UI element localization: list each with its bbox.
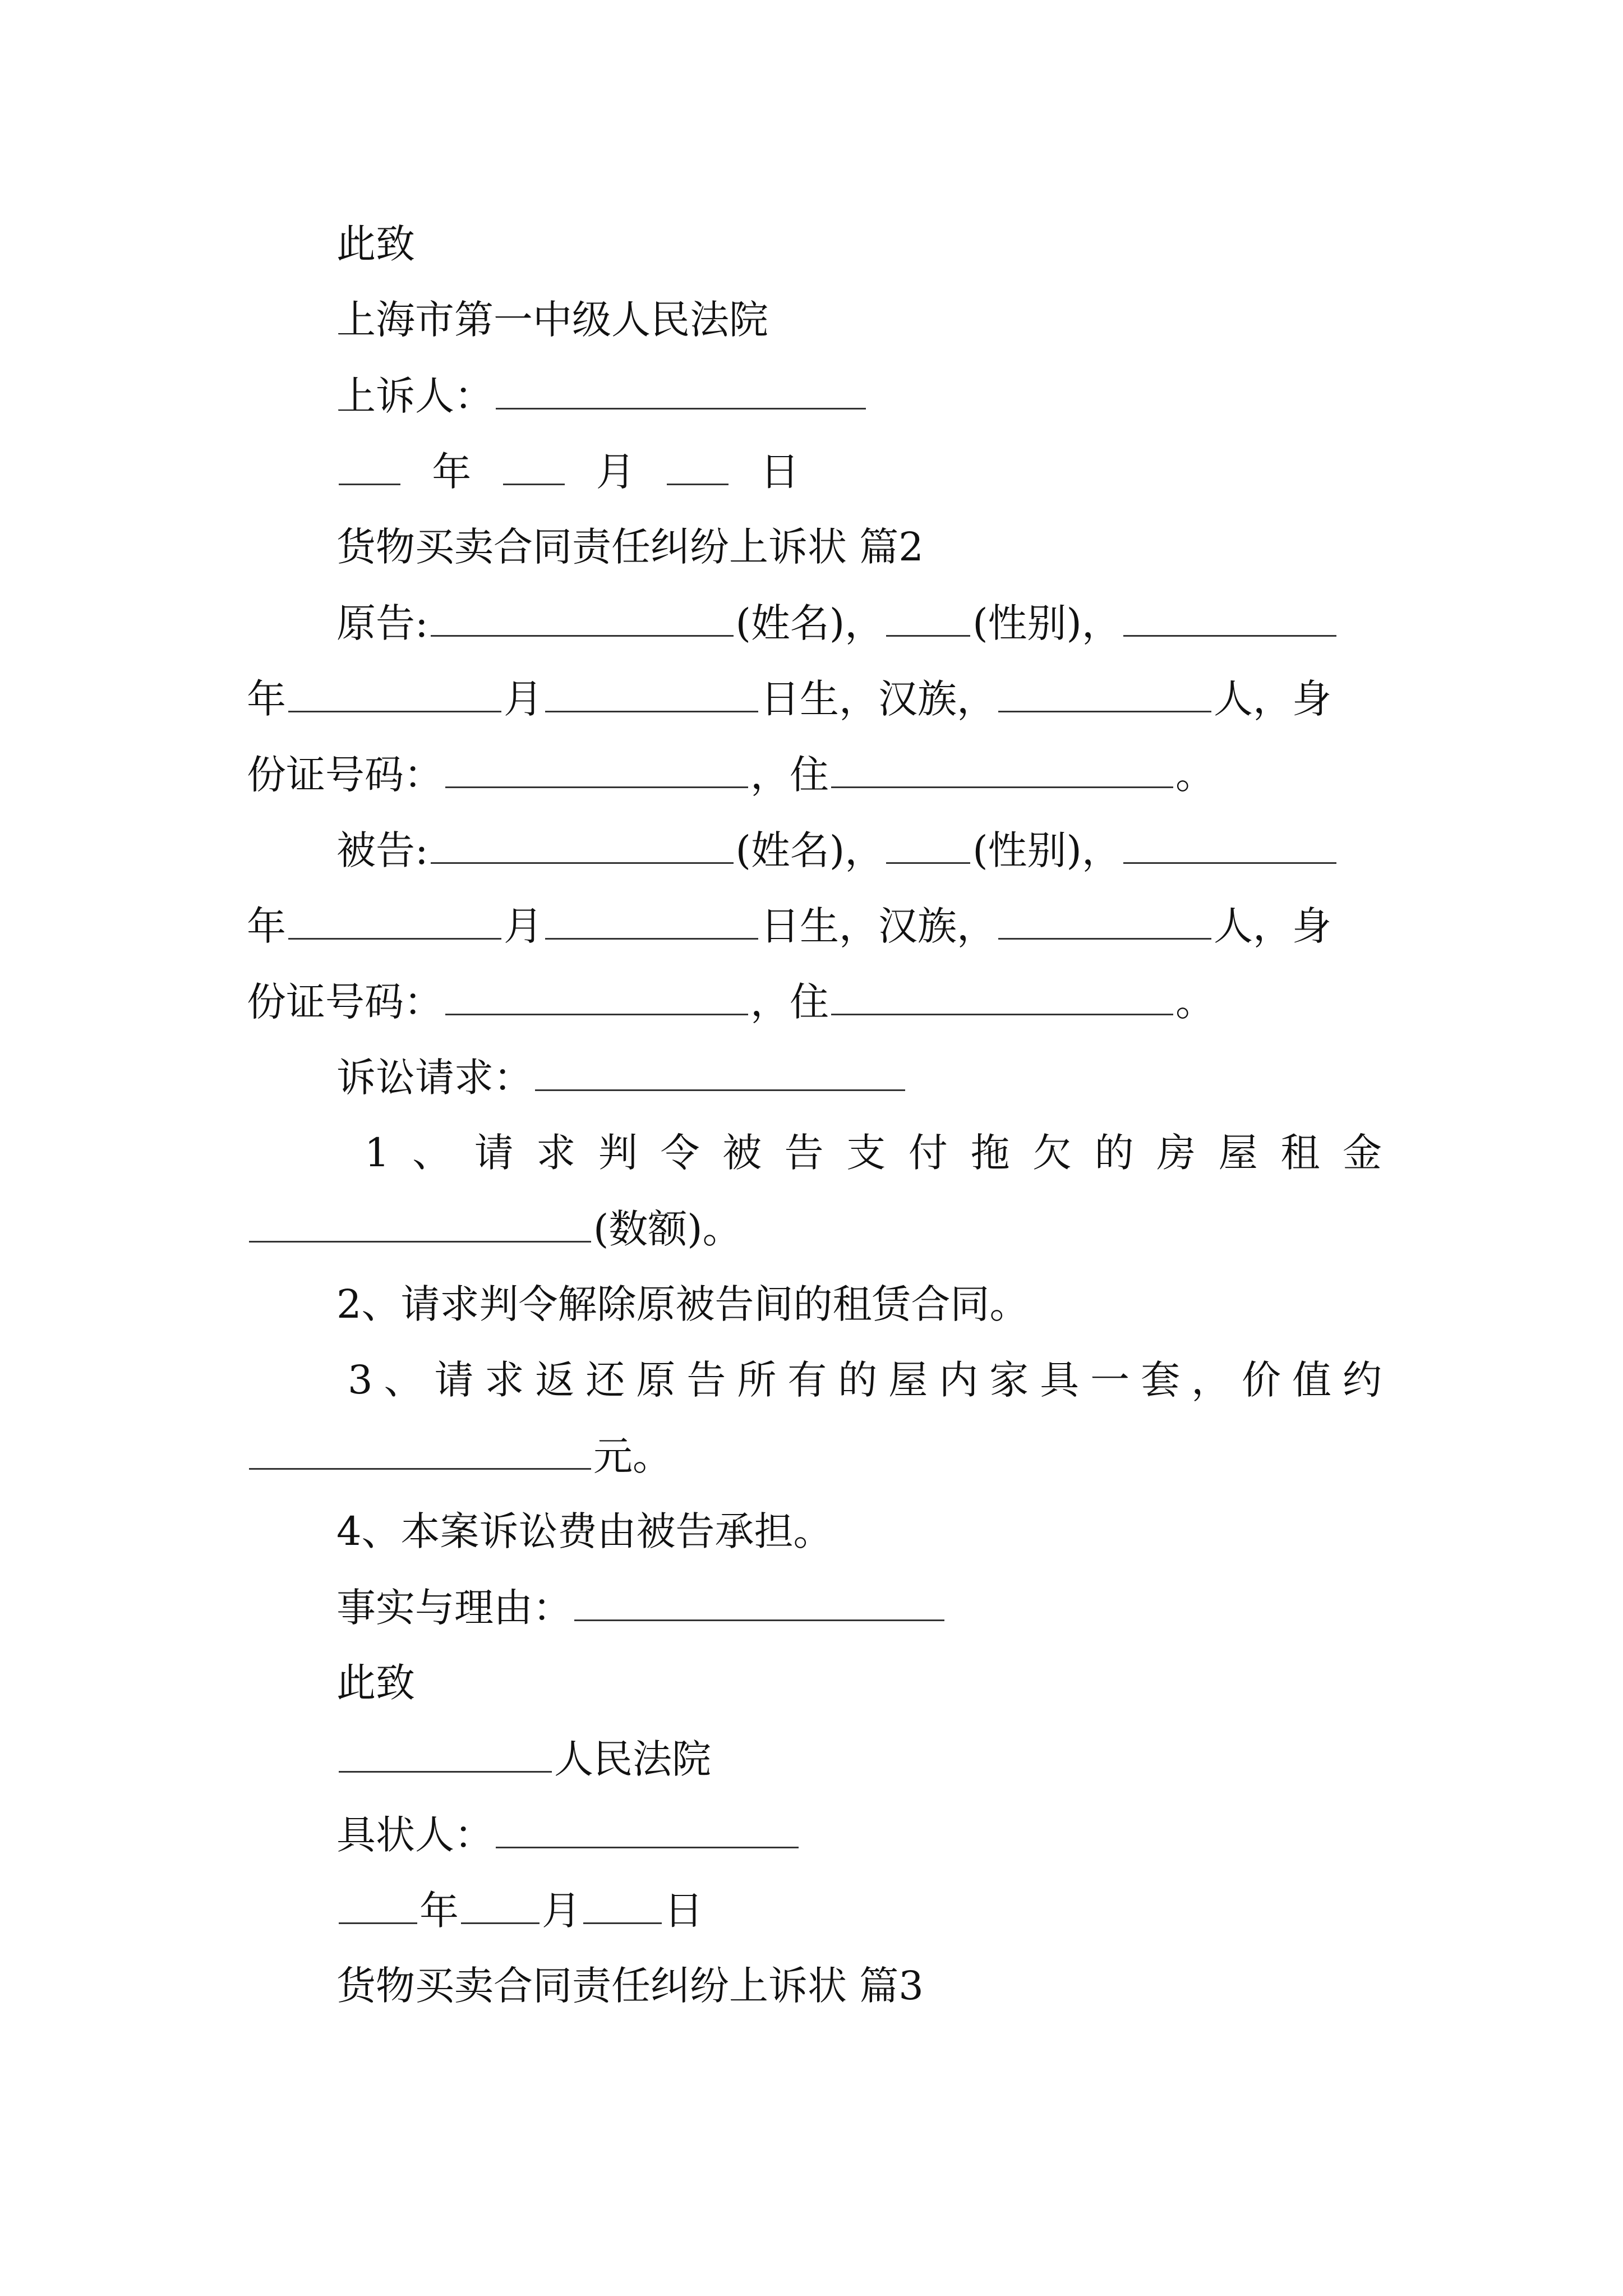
plaintiff-line-2 [0, 670, 1623, 726]
plaintiff-year-label: 年 [247, 676, 286, 722]
defendant-line-3 [0, 973, 1623, 1029]
defendant-name-blank [431, 822, 734, 864]
plaintiff-address-blank [831, 746, 1173, 788]
court-name-text: 上海市第一中级人民法院 [336, 297, 768, 343]
signer-line [0, 1806, 1623, 1862]
court-line-2 [0, 1731, 1623, 1787]
date2-month-blank [461, 1882, 540, 1924]
defendant-id-label: 份证号码： [247, 979, 443, 1025]
month-label: 月 [596, 449, 635, 495]
plaintiff-year-blank [1123, 595, 1336, 637]
plaintiff-line-1 [0, 595, 1623, 651]
claim-2 [0, 1276, 1623, 1332]
defendant-gender-label: (性别)， [972, 827, 1121, 873]
plaintiff-address-label: ，住 [750, 752, 829, 798]
defendant-label: 被告: [336, 827, 428, 873]
claim-1 [0, 1125, 1623, 1181]
plaintiff-period: 。 [1175, 752, 1215, 798]
section-title-2 [0, 519, 1623, 575]
salutation-2-text: 此致 [336, 1660, 415, 1706]
plaintiff-gender-blank [886, 595, 970, 637]
claim-1-tail: (数额)。 [593, 1206, 742, 1252]
claim-1-amount-blank [249, 1200, 591, 1243]
facts-line [0, 1579, 1623, 1635]
plaintiff-month-label: 月 [504, 676, 543, 722]
plaintiff-day-blank [545, 670, 758, 712]
claims-label: 诉讼请求： [336, 1055, 533, 1101]
appellant-blank [496, 367, 866, 409]
defendant-month-label: 月 [504, 903, 543, 949]
defendant-id-blank [445, 973, 748, 1015]
date-line-1 [0, 443, 1623, 499]
date2-day-label: 日 [664, 1888, 703, 1934]
claim-1-continued [0, 1200, 1623, 1257]
signer-label: 具状人： [336, 1812, 494, 1858]
claim-3 [0, 1352, 1623, 1408]
claim-4-text: 4、本案诉讼费由被告承担。 [336, 1508, 833, 1554]
claim-3-continued [0, 1428, 1623, 1484]
facts-label: 事实与理由： [336, 1585, 572, 1631]
plaintiff-month-blank [288, 670, 501, 712]
defendant-month-blank [288, 898, 501, 940]
plaintiff-id-blank [445, 746, 748, 788]
court-blank [339, 1731, 552, 1773]
section-title-3 [0, 1958, 1623, 2014]
date2-month-label: 月 [542, 1888, 581, 1934]
defendant-year-label: 年 [247, 903, 286, 949]
defendant-day-blank [545, 898, 758, 940]
salutation-text: 此致 [336, 221, 415, 267]
defendant-period: 。 [1175, 979, 1215, 1025]
year-blank [339, 443, 400, 485]
day-label: 日 [760, 449, 800, 495]
claims-blank [535, 1049, 905, 1091]
defendant-born-label: 日生，汉族， [760, 903, 996, 949]
signer-blank [496, 1806, 799, 1848]
claim-3-text: 3、请求返还原告所有的屋内家具一套，价值约 [348, 1357, 1387, 1403]
defendant-origin-blank [998, 898, 1211, 940]
defendant-address-label: ，住 [750, 979, 829, 1025]
defendant-line-1 [0, 822, 1623, 878]
date2-day-blank [583, 1882, 662, 1924]
claim-4 [0, 1503, 1623, 1559]
month-blank [503, 443, 565, 485]
defendant-gender-blank [886, 822, 970, 864]
court-name [0, 292, 1623, 348]
plaintiff-person-label: 人，身 [1214, 676, 1331, 722]
plaintiff-gender-label: (性别)， [972, 600, 1121, 646]
plaintiff-name-label: (姓名)， [735, 600, 884, 646]
plaintiff-born-label: 日生，汉族， [760, 676, 996, 722]
appellant-line [0, 367, 1623, 424]
date2-year-blank [339, 1882, 417, 1924]
claim-3-tail: 元。 [593, 1433, 672, 1479]
salutation-2 [0, 1655, 1623, 1711]
defendant-address-blank [831, 973, 1173, 1015]
facts-blank [574, 1579, 944, 1621]
defendant-name-label: (姓名)， [735, 827, 884, 873]
section-title-2-text: 货物买卖合同责任纠纷上诉状 篇2 [336, 524, 924, 570]
plaintiff-id-label: 份证号码： [247, 752, 443, 798]
appellant-label: 上诉人： [336, 373, 494, 419]
defendant-person-label: 人，身 [1214, 903, 1331, 949]
claim-3-value-blank [249, 1428, 591, 1470]
date-line-2 [0, 1882, 1623, 1938]
claims-line [0, 1049, 1623, 1105]
claim-2-text: 2、请求判令解除原被告间的租赁合同。 [336, 1281, 1029, 1327]
year-label: 年 [432, 449, 472, 495]
section-title-3-text: 货物买卖合同责任纠纷上诉状 篇3 [336, 1963, 924, 2009]
salutation [0, 216, 1623, 272]
defendant-year-blank [1123, 822, 1336, 864]
day-blank [667, 443, 728, 485]
court-tail: 人民法院 [554, 1736, 711, 1782]
plaintiff-name-blank [431, 595, 734, 637]
defendant-line-2 [0, 898, 1623, 954]
plaintiff-label: 原告: [336, 600, 428, 646]
date2-year-label: 年 [419, 1888, 459, 1934]
claim-1-text: 1、请求判令被告支付拖欠的房屋租金 [365, 1130, 1387, 1176]
plaintiff-line-3 [0, 746, 1623, 802]
plaintiff-origin-blank [998, 670, 1211, 712]
